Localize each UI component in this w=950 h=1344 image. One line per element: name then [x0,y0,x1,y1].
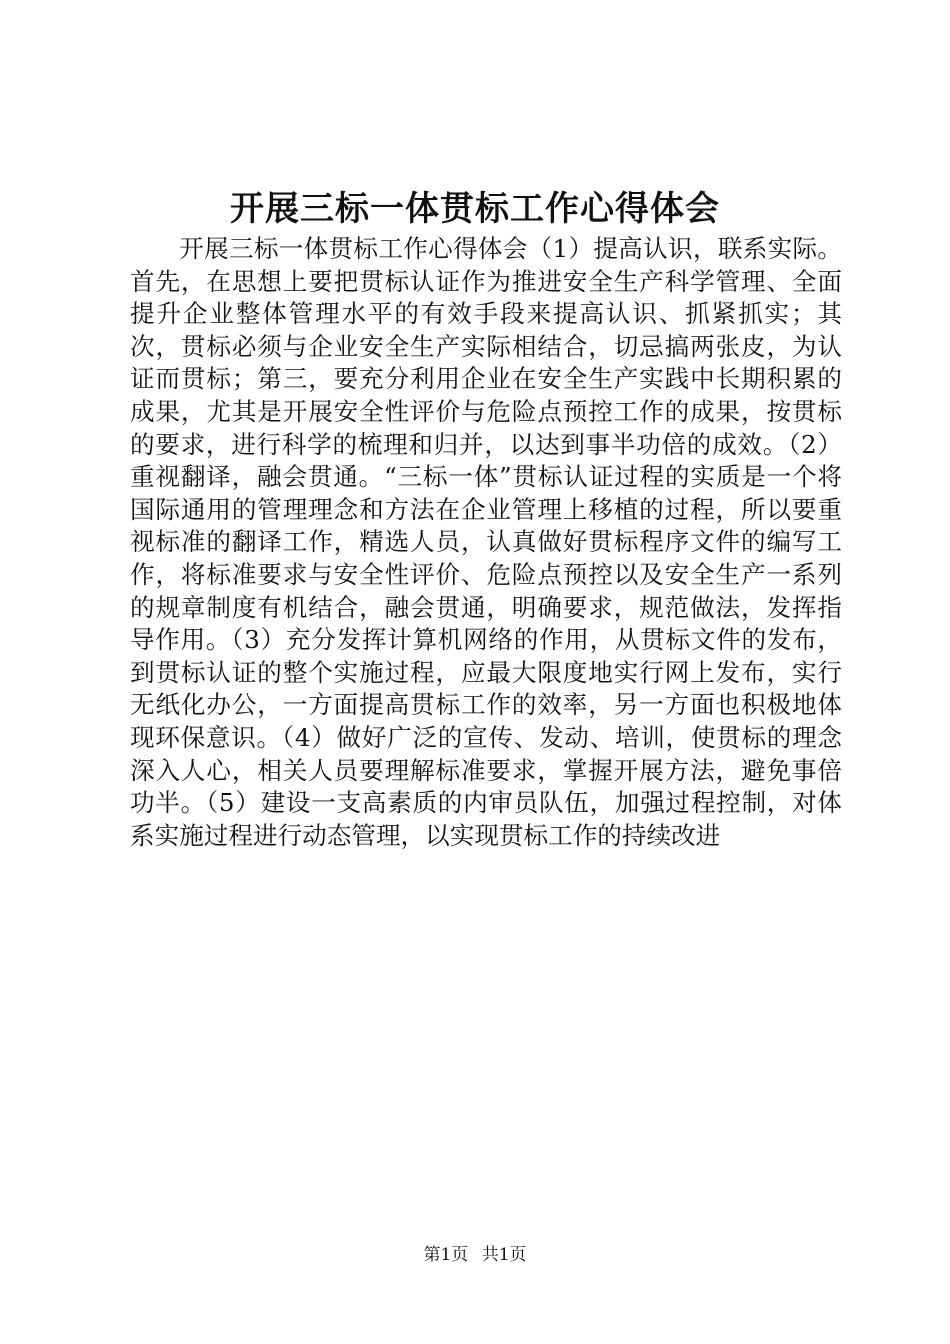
page-footer [0,1243,950,1267]
document-title: 开展三标一体贯标工作心得体会 [230,189,720,229]
document-body: 开展三标一体贯标工作心得体会（1）提高认识，联系实际。首先，在思想上要把贯标认证作为推进安全生产科学管理、全面提升企业整体管理水平的有效手段来提高认识、抓紧抓实；其次，贯标必须与企业安全生产实际相结合，切忌搞两张皮，为认证而贯标；第三，要充分利用企业在安全生产实践中长期积累的成果，尤其是开展安全性评价与危险点预控工作的成果，按贯标的要求，进行科学的梳理和归并，以达到事半功倍的成效。（2）重视翻译，融会贯通。“三标一体”贯标认证过程的实质是一个将国际通用的管理理念和方法在企业管理上移植的过程，所以要重视标准的翻译工作，精选人员，认真做好贯标程序文件的编写工作，将标准要求与安全性评价、危险点预控以及安全生产一系列的规章制度有机结合，融会贯通，明确要求，规范做法，发挥指导作用。（3）充分发挥计算机网络的作用，从贯标文件的发布，到贯标认证的整个实施过程，应最大限度地实行网上发布，实行无纸化办公，一方面提高贯标工作的效率，另一方面也积极地体现环保意识。（4）做好广泛的宣传、发动、培训，使贯标的理念深入人心，相关人员要理解标准要求，掌握开展方法，避免事倍功半。（5）建设一支高素质的内审员队伍，加强过程控制，对体系实施过程进行动态管理，以实现贯标工作的持续改进 [130,234,842,850]
page-count: 共1页 [481,1245,527,1265]
page-number: 第1页 [423,1245,469,1265]
